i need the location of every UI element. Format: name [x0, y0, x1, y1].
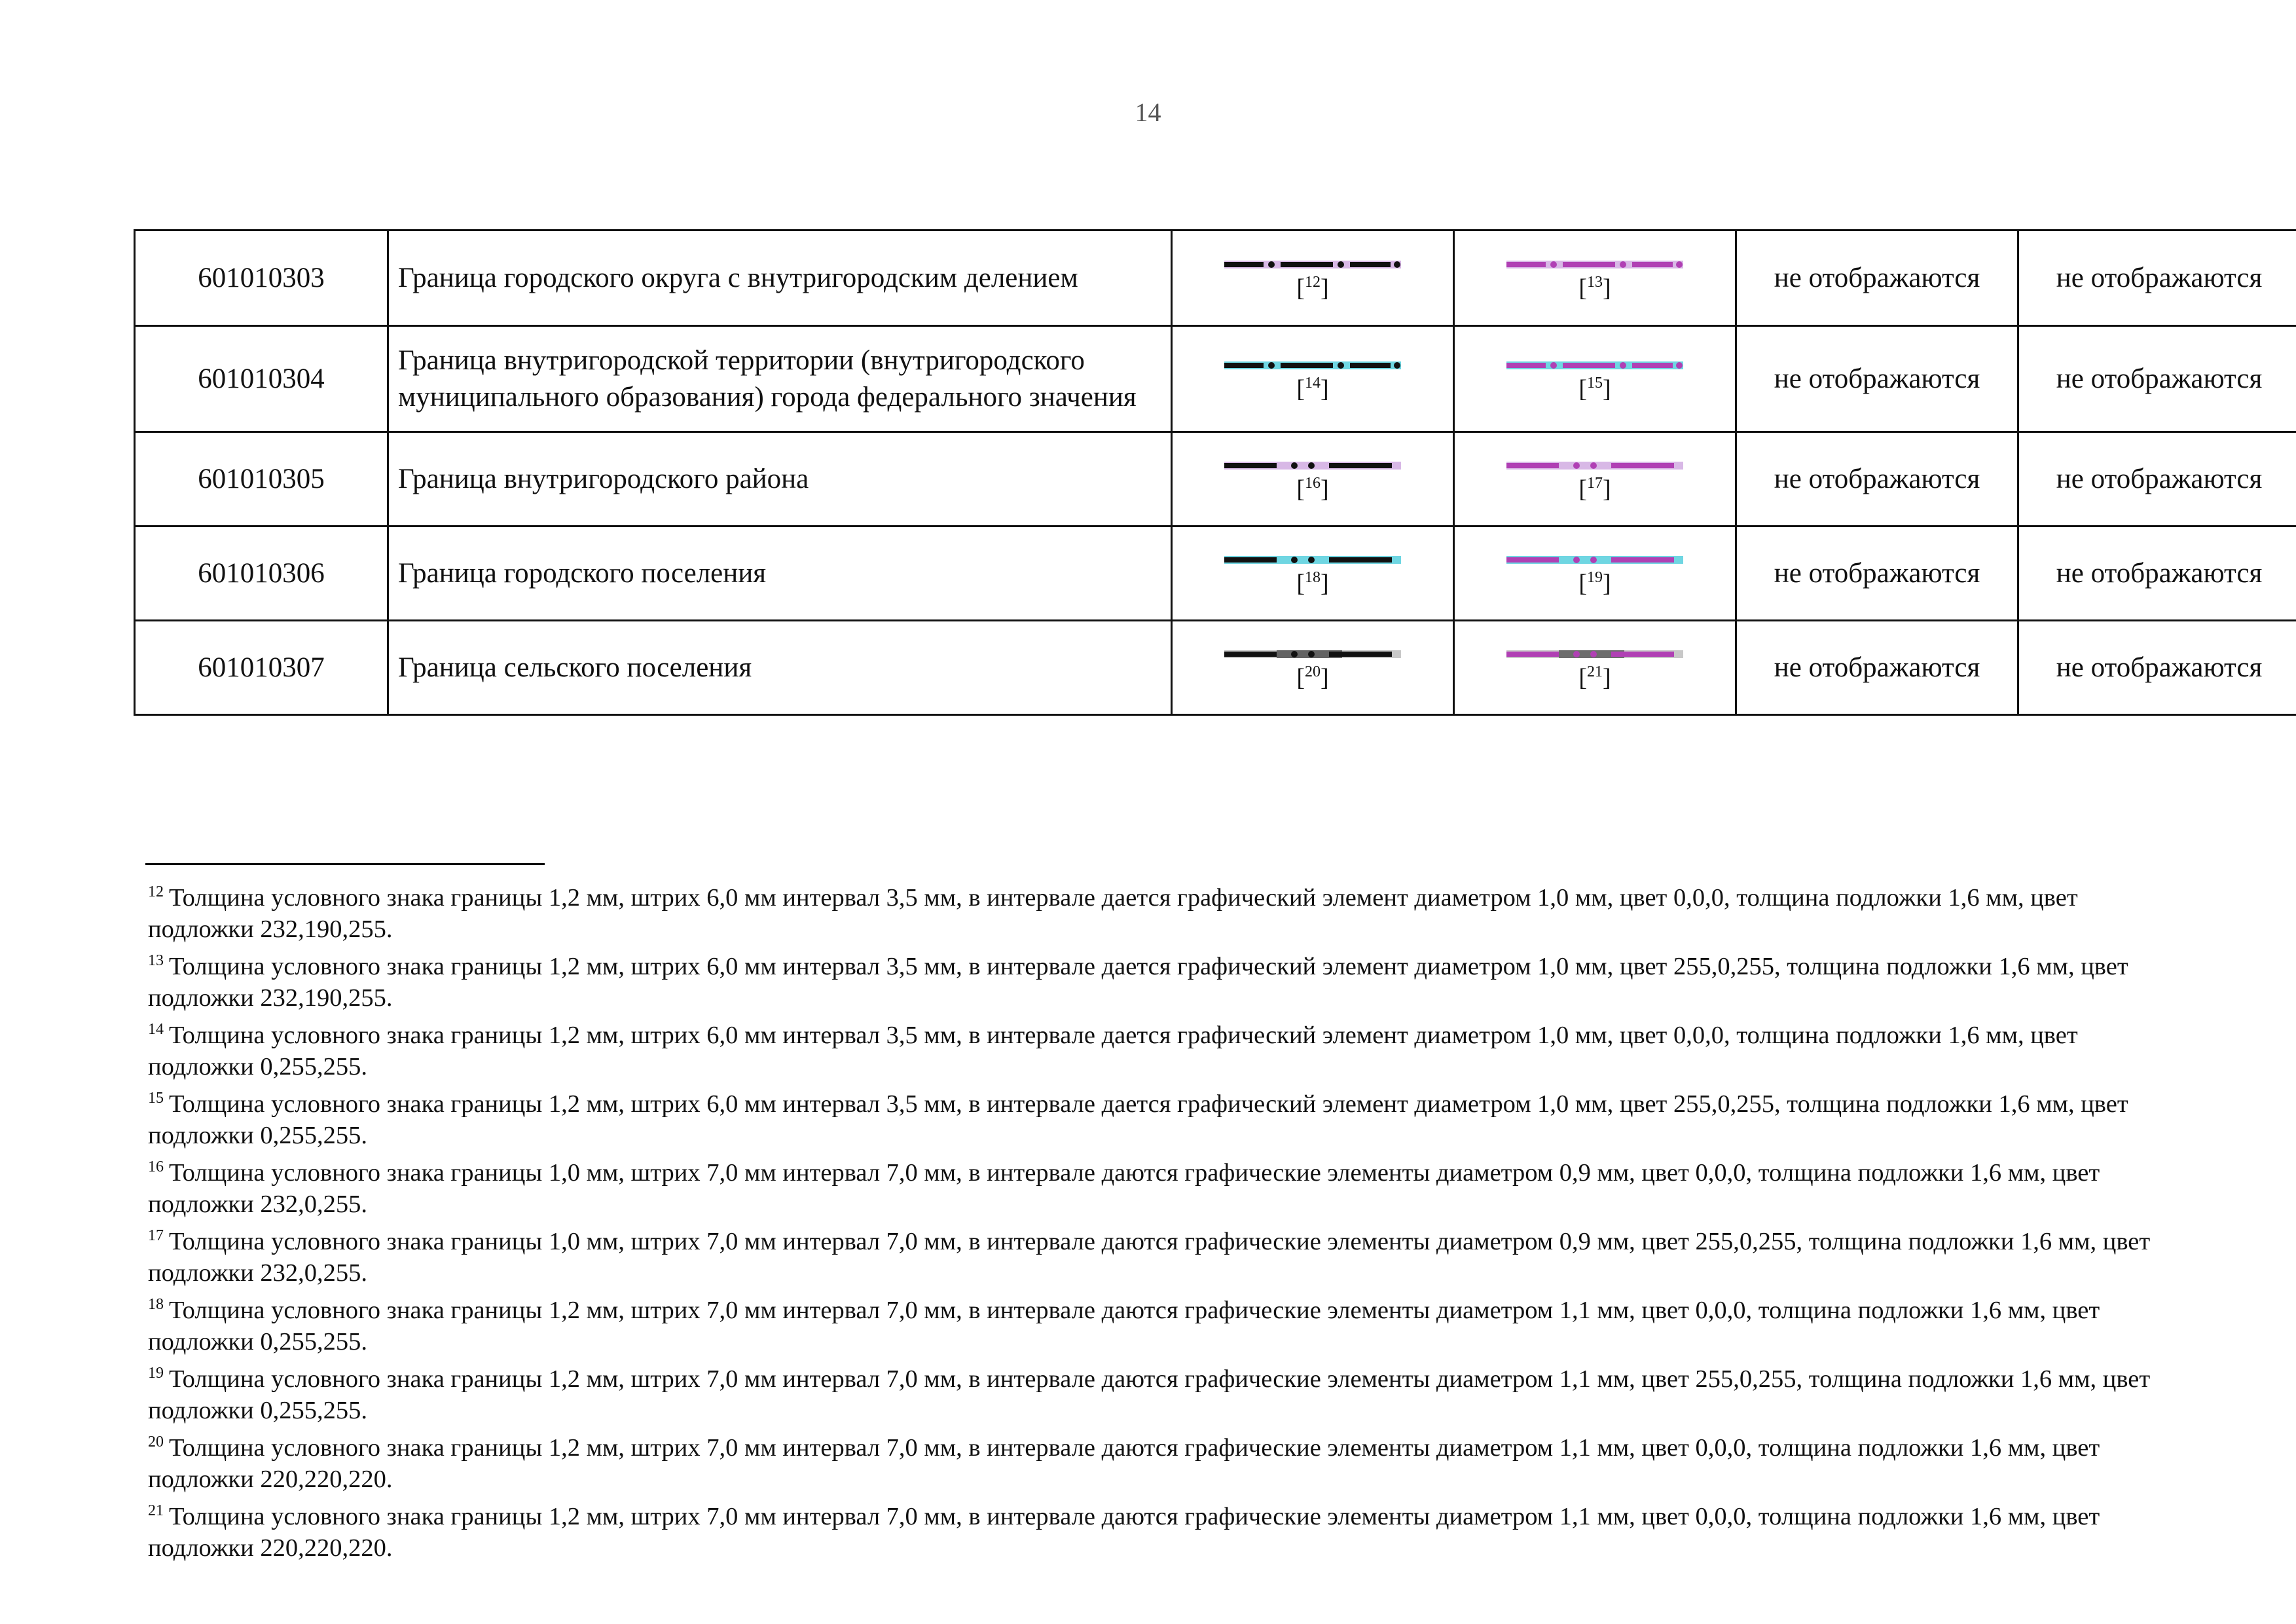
legend-table [134, 229, 2296, 716]
footnote: $^{16}$ Толщина условного знака границы 1,0 мм, штрих 7,0 мм интервал 7,0 мм, в интервале даются графические элементы диаметром 0,9 мм, цвет 0,0,0, толщина подложки 1,6 мм, цвет подложки 232,0,255. [148, 1158, 2100, 1218]
boundary-symbol-icon [1224, 457, 1401, 474]
feature-name: Граница внутригородского района [388, 432, 1172, 526]
footnote: $^{21}$ Толщина условного знака границы 1,2 мм, штрих 7,0 мм интервал 7,0 мм, в интервале даются графические элементы диаметром 1,1 мм, цвет 0,0,0, толщина подложки 1,6 мм, цвет подложки 220,220,220. [148, 1502, 2100, 1562]
footnote: $^{14}$ Толщина условного знака границы 1,2 мм, штрих 6,0 мм интервал 3,5 мм, в интервале дается графический элемент диаметром 1,0 мм, цвет 0,0,0, толщина подложки 1,6 мм, цвет подложки 0,255,255. [148, 1021, 2078, 1080]
table-row [135, 326, 2296, 432]
footnote-reference: [$^{13}$] [1578, 273, 1611, 302]
boundary-symbol-icon [1224, 646, 1401, 663]
footnotes [148, 876, 2151, 1564]
symbol-cell [1172, 432, 1454, 526]
footnote: $^{15}$ Толщина условного знака границы 1,2 мм, штрих 6,0 мм интервал 3,5 мм, в интервале дается графический элемент диаметром 1,0 мм, цвет 255,0,255, толщина подложки 1,6 мм, цвет подложки 0,255,255. [148, 1090, 2128, 1149]
boundary-symbol-icon [1506, 646, 1683, 663]
table-row [135, 526, 2296, 621]
table-row [135, 621, 2296, 715]
symbol-cell [1454, 326, 1736, 432]
boundary-symbol-icon [1506, 457, 1683, 474]
footnote-reference: [$^{20}$] [1296, 663, 1329, 692]
footnote: $^{19}$ Толщина условного знака границы 1,2 мм, штрих 7,0 мм интервал 7,0 мм, в интервале даются графические элементы диаметром 1,1 мм, цвет 255,0,255, толщина подложки 1,6 мм, цвет подложки 0,255,255. [148, 1365, 2151, 1424]
feature-name: Граница городского округа с внутригородским делением [388, 231, 1172, 326]
feature-code: 601010303 [135, 231, 388, 326]
not-displayed-cell: не отображаются [2018, 432, 2296, 526]
footnote-reference: [$^{16}$] [1296, 474, 1329, 503]
not-displayed-cell: не отображаются [1736, 621, 2018, 715]
footnote-reference: [$^{21}$] [1578, 663, 1611, 692]
not-displayed-cell: не отображаются [2018, 526, 2296, 621]
footnote-reference: [$^{15}$] [1578, 374, 1611, 403]
feature-name: Граница внутригородской территории (внутригородского муниципального образования) города федерального значения [388, 326, 1172, 432]
footnote-reference: [$^{14}$] [1296, 374, 1329, 403]
not-displayed-cell: не отображаются [2018, 621, 2296, 715]
not-displayed-cell: не отображаются [2018, 326, 2296, 432]
footnote-reference: [$^{17}$] [1578, 474, 1611, 503]
not-displayed-cell: не отображаются [1736, 231, 2018, 326]
footnote-reference: [$^{19}$] [1578, 568, 1611, 597]
footnote: $^{18}$ Толщина условного знака границы 1,2 мм, штрих 7,0 мм интервал 7,0 мм, в интервале даются графические элементы диаметром 1,1 мм, цвет 0,0,0, толщина подложки 1,6 мм, цвет подложки 0,255,255. [148, 1296, 2100, 1356]
not-displayed-cell: не отображаются [2018, 231, 2296, 326]
footnote: $^{17}$ Толщина условного знака границы 1,0 мм, штрих 7,0 мм интервал 7,0 мм, в интервале даются графические элементы диаметром 0,9 мм, цвет 255,0,255, толщина подложки 1,6 мм, цвет подложки 232,0,255. [148, 1227, 2151, 1287]
footnote-reference: [$^{12}$] [1296, 273, 1329, 302]
table-row [135, 231, 2296, 326]
feature-code: 601010307 [135, 621, 388, 715]
footnote: $^{13}$ Толщина условного знака границы 1,2 мм, штрих 6,0 мм интервал 3,5 мм, в интервале дается графический элемент диаметром 1,0 мм, цвет 255,0,255, толщина подложки 1,6 мм, цвет подложки 232,190,255. [148, 952, 2128, 1012]
not-displayed-cell: не отображаются [1736, 526, 2018, 621]
footnote: $^{12}$ Толщина условного знака границы 1,2 мм, штрих 6,0 мм интервал 3,5 мм, в интервале дается графический элемент диаметром 1,0 мм, цвет 0,0,0, толщина подложки 1,6 мм, цвет подложки 232,190,255. [148, 883, 2078, 943]
footnote-reference: [$^{18}$] [1296, 568, 1329, 597]
feature-code: 601010306 [135, 526, 388, 621]
not-displayed-cell: не отображаются [1736, 326, 2018, 432]
table-row [135, 432, 2296, 526]
feature-code: 601010304 [135, 326, 388, 432]
feature-code: 601010305 [135, 432, 388, 526]
footnote-separator [145, 863, 545, 865]
symbol-cell [1454, 231, 1736, 326]
boundary-symbol-icon [1506, 551, 1683, 568]
boundary-symbol-icon [1506, 256, 1683, 273]
symbol-cell [1172, 326, 1454, 432]
feature-name: Граница сельского поселения [388, 621, 1172, 715]
boundary-symbol-icon [1224, 256, 1401, 273]
symbol-cell [1454, 621, 1736, 715]
symbol-cell [1454, 432, 1736, 526]
symbol-cell [1454, 526, 1736, 621]
boundary-symbol-icon [1224, 551, 1401, 568]
symbol-cell [1172, 621, 1454, 715]
not-displayed-cell: не отображаются [1736, 432, 2018, 526]
page-number: 14 [1135, 98, 1161, 127]
boundary-symbol-icon [1506, 357, 1683, 374]
symbol-cell [1172, 231, 1454, 326]
footnote: $^{20}$ Толщина условного знака границы 1,2 мм, штрих 7,0 мм интервал 7,0 мм, в интервале даются графические элементы диаметром 1,1 мм, цвет 0,0,0, толщина подложки 1,6 мм, цвет подложки 220,220,220. [148, 1433, 2100, 1493]
feature-name: Граница городского поселения [388, 526, 1172, 621]
boundary-symbol-icon [1224, 357, 1401, 374]
symbol-cell [1172, 526, 1454, 621]
